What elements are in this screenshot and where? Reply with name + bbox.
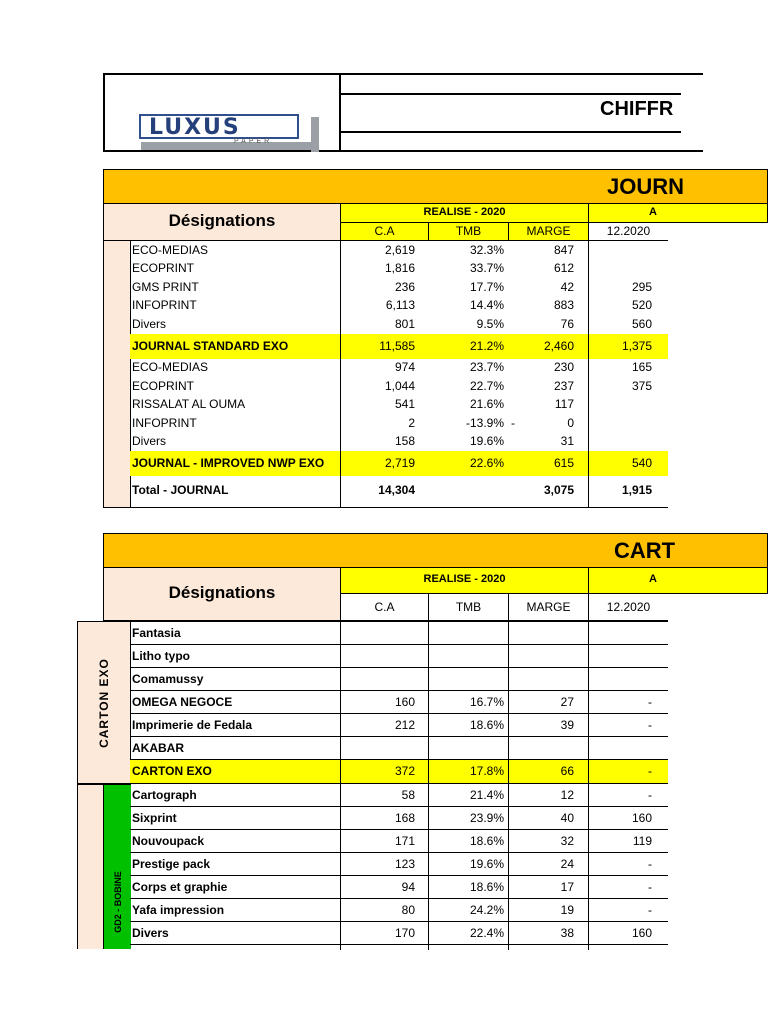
designation-cell: INFOPRINT: [132, 415, 197, 430]
marge-cell: 39: [560, 718, 574, 732]
carton-exo-group: [77, 621, 131, 784]
title-cell: [341, 94, 674, 130]
marge-cell: 17: [560, 879, 574, 894]
next-group-label: A: [649, 573, 657, 585]
col-tmb-header: [428, 593, 509, 621]
marge-cell: 612: [553, 261, 574, 276]
tmb-cell: 21.2%: [469, 338, 504, 353]
marge-cell: 615: [553, 456, 574, 470]
marge-cell: 0: [567, 415, 574, 430]
designation-cell: Total - JOURNAL: [132, 482, 229, 497]
designation-cell: Corps et graphie: [132, 879, 228, 894]
tmb-cell: 9.5%: [476, 316, 504, 331]
col-divider: [508, 622, 509, 950]
period-cell: 1,915: [621, 482, 652, 497]
col-marge-header: [508, 593, 589, 621]
col-ca-label: C.A: [374, 600, 395, 614]
period-cell: -: [648, 787, 652, 802]
logo-text: LUXUS: [149, 115, 241, 140]
period-cell: 560: [631, 316, 652, 331]
marge-cell: 38: [560, 925, 574, 940]
ca-cell: 170: [394, 925, 415, 940]
designation-cell: Nouvoupack: [132, 833, 205, 848]
marge-cell: 847: [553, 242, 574, 257]
designation-cell: Fantasia: [132, 626, 181, 640]
carton-table-body: [130, 621, 668, 949]
designation-cell: JOURNAL - IMPROVED NWP EXO: [132, 456, 325, 470]
designation-cell: Divers: [132, 925, 169, 940]
next-group-label: A: [649, 206, 657, 218]
designation-cell: ECOPRINT: [132, 378, 195, 393]
designation-cell: Imprimerie de Fedala: [132, 718, 253, 732]
marge-cell: 2,460: [543, 338, 574, 353]
col-tmb-label: TMB: [455, 600, 482, 614]
marge-cell: 76: [560, 316, 574, 331]
period-cell: 375: [631, 378, 652, 393]
period-cell: 160: [631, 810, 652, 825]
tmb-cell: 14.4%: [469, 298, 504, 313]
tmb-cell: 18.6%: [469, 833, 504, 848]
ca-cell: 1,044: [384, 378, 415, 393]
marge-cell: 66: [560, 764, 574, 779]
designation-cell: JOURNAL STANDARD EXO: [132, 338, 289, 353]
ca-cell: 2,719: [384, 456, 415, 470]
ca-cell: 2,619: [384, 242, 415, 257]
ca-cell: 801: [394, 316, 415, 331]
next-group-header: [588, 203, 768, 223]
col-marge-label: MARGE: [526, 224, 571, 238]
ca-cell: 80: [401, 902, 415, 917]
designation-cell: ECO-MEDIAS: [132, 242, 209, 257]
tmb-cell: 22.7%: [469, 378, 504, 393]
col-divider: [588, 622, 589, 950]
col-marge-header: [508, 222, 589, 241]
col-ca-header: [340, 593, 429, 621]
col-divider: [340, 240, 341, 508]
ca-cell: 974: [394, 360, 415, 375]
tmb-cell: 18.6%: [469, 879, 504, 894]
tmb-cell: 16.7%: [469, 695, 504, 709]
tmb-cell: 22.4%: [469, 925, 504, 940]
designation-cell: AKABAR: [132, 741, 184, 755]
col-period-label: 12.2020: [606, 600, 651, 614]
ca-cell: 2: [408, 415, 415, 430]
col-tmb-header: [428, 222, 509, 241]
carton-exo-group-label: CARTON EXO: [97, 657, 112, 748]
gd2-bobine-group: [103, 785, 131, 949]
realise-header: [340, 203, 589, 223]
period-cell: 520: [631, 298, 652, 313]
period-cell: 160: [631, 925, 652, 940]
journal-group-column: [103, 240, 131, 508]
period-cell: 295: [631, 279, 652, 294]
tmb-cell: 19.6%: [469, 856, 504, 871]
marge-cell: 12: [560, 787, 574, 802]
report-title: CHIFFR: [600, 98, 674, 120]
tmb-cell: -13.9%: [465, 415, 504, 430]
ca-cell: 6,113: [385, 298, 415, 313]
period-cell: -: [648, 695, 652, 709]
designation-cell: GMS PRINT: [132, 279, 199, 294]
designation-cell: Litho typo: [132, 649, 190, 663]
tmb-cell: 22.6%: [469, 456, 504, 470]
tmb-cell: 24.2%: [469, 902, 504, 917]
realise-label: REALISE - 2020: [423, 206, 506, 218]
tmb-cell: 17.7%: [469, 279, 504, 294]
designation-cell: RISSALAT AL OUMA: [132, 397, 246, 412]
marge-cell: 3,075: [543, 482, 574, 497]
col-marge-label: MARGE: [526, 600, 571, 614]
tmb-cell: 23.9%: [469, 810, 504, 825]
period-cell: -: [648, 856, 652, 871]
designation-cell: INFOPRINT: [132, 298, 197, 313]
col-ca-label: C.A: [374, 224, 395, 238]
tmb-cell: 33.7%: [469, 261, 504, 276]
ca-cell: 541: [394, 397, 415, 412]
logo-shadow: [141, 142, 317, 150]
ca-cell: 11,585: [379, 338, 415, 353]
carton-section-title: CART: [614, 538, 676, 563]
col-ca-header: [340, 222, 429, 241]
col-divider: [428, 622, 429, 950]
ca-cell: 168: [394, 810, 415, 825]
group-label-wrap: [78, 622, 130, 783]
designation-cell: ECOPRINT: [132, 261, 195, 276]
journal-banner-title-cell: [341, 170, 685, 203]
designation-cell: Divers: [132, 316, 167, 331]
tmb-cell: 18.6%: [469, 718, 504, 732]
designation-cell: CARTON EXO: [132, 764, 212, 779]
marge-cell: 24: [560, 856, 574, 871]
ca-cell: 212: [394, 718, 415, 732]
carton-designations-header: [103, 567, 341, 621]
ca-cell: 236: [394, 279, 415, 294]
ca-cell: 372: [394, 764, 415, 779]
col-period-label: 12.2020: [606, 224, 651, 238]
period-cell: -: [648, 764, 652, 779]
period-cell: -: [648, 718, 652, 732]
marge-cell: 32: [560, 833, 574, 848]
journal-designations-header: [103, 203, 341, 241]
journal-section-title: JOURN: [607, 174, 685, 199]
gd2-bobine-group-label: GD2 - BOBINE: [112, 871, 123, 933]
designation-cell: Yafa impression: [132, 902, 225, 917]
period-cell: -: [648, 902, 652, 917]
designation-cell: ECO-MEDIAS: [132, 360, 209, 375]
marge-cell: 230: [553, 360, 574, 375]
header-divider: [341, 131, 681, 133]
col-divider: [588, 240, 589, 508]
designation-cell: Cartograph: [132, 787, 197, 802]
tmb-cell: 19.6%: [469, 434, 504, 449]
ca-cell: 14,304: [378, 482, 415, 497]
company-logo: [139, 114, 321, 152]
designation-cell: Comamussy: [132, 672, 204, 686]
designations-label: Désignations: [168, 211, 276, 230]
ca-cell: 160: [394, 695, 415, 709]
ca-cell: 94: [401, 879, 415, 894]
ca-cell: 171: [394, 833, 415, 848]
tmb-cell: 21.6%: [469, 397, 504, 412]
tmb-cell: 17.8%: [469, 764, 504, 779]
designations-label: Désignations: [168, 583, 276, 602]
realise-label: REALISE - 2020: [423, 573, 506, 585]
col-period-header: [588, 593, 668, 621]
period-cell: 165: [631, 360, 652, 375]
ca-cell: 1,816: [384, 261, 415, 276]
designation-cell: Prestige pack: [132, 856, 211, 871]
marge-cell: 19: [560, 902, 574, 917]
carton-banner-title-cell: [341, 534, 676, 567]
logo-box: [139, 114, 299, 139]
designation-cell: Divers: [132, 434, 167, 449]
marge-cell: 237: [553, 378, 574, 393]
marge-cell: 27: [560, 695, 574, 709]
dash-cell: -: [511, 415, 515, 430]
ca-cell: 158: [394, 434, 415, 449]
ca-cell: 58: [401, 787, 415, 802]
tmb-cell: 32.3%: [469, 242, 504, 257]
next-group-header: [588, 567, 768, 594]
marge-cell: 117: [554, 397, 574, 412]
designation-cell: OMEGA NEGOCE: [132, 695, 233, 709]
period-cell: 119: [632, 833, 652, 848]
marge-cell: 883: [553, 298, 574, 313]
marge-cell: 42: [560, 279, 574, 294]
ca-cell: 123: [394, 856, 415, 871]
group-label-wrap: [104, 855, 131, 949]
marge-cell: 40: [560, 810, 574, 825]
period-cell: 1,375: [621, 338, 652, 353]
logo-subtext: PAPER: [234, 138, 273, 145]
marge-cell: 31: [560, 434, 574, 449]
designation-cell: Sixprint: [132, 810, 177, 825]
col-period-header: [588, 222, 668, 241]
tmb-cell: 21.4%: [469, 787, 504, 802]
col-divider: [340, 622, 341, 950]
realise-header: [340, 567, 589, 594]
col-tmb-label: TMB: [455, 224, 482, 238]
tmb-cell: 23.7%: [469, 360, 504, 375]
period-cell: 540: [631, 456, 652, 470]
period-cell: -: [648, 879, 652, 894]
